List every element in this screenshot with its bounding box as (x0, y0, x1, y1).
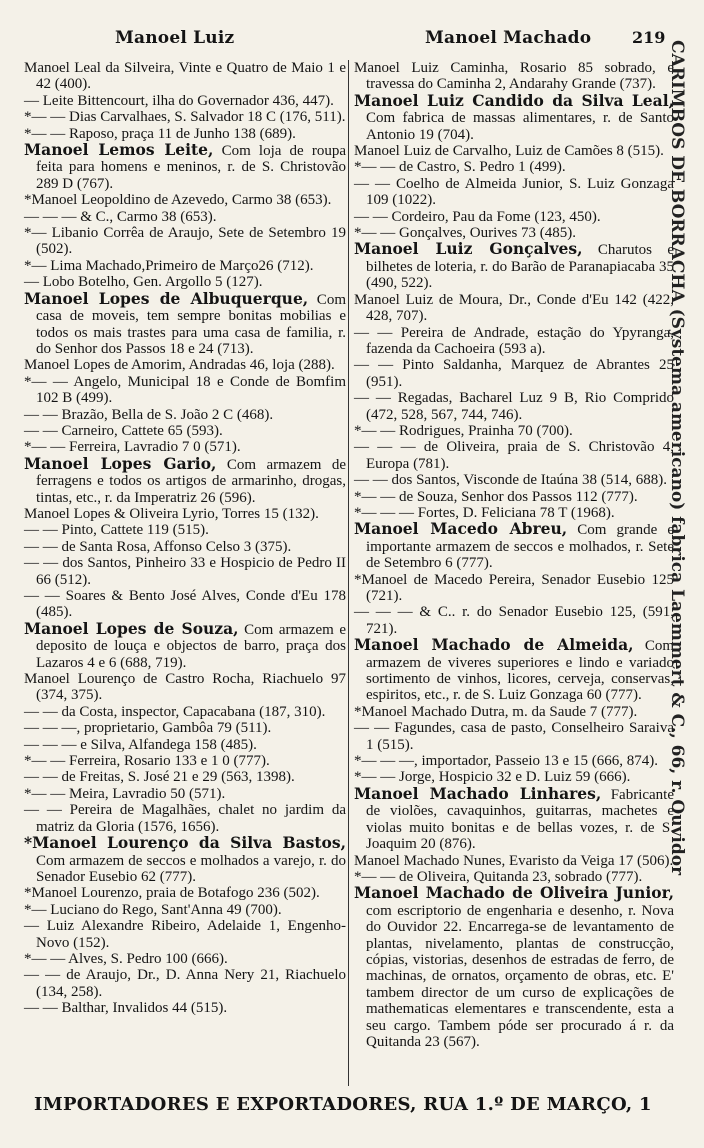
entry-text: — — dos Santos, Pinheiro 33 e Hospicio de Pedro II 66 (512). (24, 555, 346, 588)
directory-entry (354, 885, 674, 1050)
entry-text: *— — de Oliveira, Quitanda 23, sobrado (777). (354, 868, 643, 885)
directory-entry (24, 522, 346, 538)
entry-text: — — —, proprietario, Gambôa 79 (511). (24, 720, 272, 737)
entry-text: Manoel Lourenço de Castro Rocha, Riachuelo 97 (374, 375). (24, 671, 346, 704)
entry-text: — — Cordeiro, Pau da Fome (123, 450). (354, 208, 601, 225)
entry-text: Manoel Lopes & Oliveira Lyrio, Torres 15 (132). (24, 505, 319, 522)
entry-text: — — Fagundes, casa de pasto, Conselheiro Saraiva 1 (515). (354, 720, 674, 753)
entry-text: *— — Angelo, Municipal 18 e Conde de Bomfim 102 B (499). (24, 373, 346, 407)
entry-text: *— — Rodrigues, Prainha 70 (700). (354, 422, 573, 439)
directory-entry (24, 192, 346, 208)
entry-text: — — de Araujo, Dr., D. Anna Nery 21, Riachuelo (134, 258). (24, 967, 346, 1000)
header-right-name: Manoel Machado (425, 28, 592, 48)
entry-text: — — — e Silva, Alfandega 158 (485). (24, 736, 257, 753)
entry-text: — — — & C., Carmo 38 (653). (24, 208, 217, 225)
entry-text: *— — —, importador, Passeio 13 e 15 (666, 874). (354, 753, 658, 770)
directory-entry (354, 637, 674, 704)
right-column (354, 60, 674, 1050)
directory-entry (354, 521, 674, 571)
entry-text: Manoel Luiz Caminha, Rosario 85 sobrado, e travessa do Caminha 2, Andarahy Grande (737). (354, 60, 674, 93)
directory-entry (354, 489, 674, 505)
entry-heading: Manoel Machado de Oliveira Junior, (354, 883, 674, 903)
entry-text: Manoel Lopes de Amorim, Andradas 46, loja (288). (24, 357, 335, 374)
entry-heading: Manoel Lopes de Albuquerque, (24, 288, 309, 308)
directory-entry (24, 142, 346, 192)
entry-text: Com loja de roupa feita para homens e meninos, r. de S. Christovão 289 D (767). (36, 143, 346, 192)
entry-text: Com fabrica de massas alimentares, r. de Santo Antonio 19 (704). (366, 110, 674, 143)
entry-text: — — Regadas, Bacharel Luz 9 B, Rio Comprido (472, 528, 567, 744, 746). (354, 390, 674, 423)
directory-entry (24, 93, 346, 109)
entry-text: *Manoel Leopoldino de Azevedo, Carmo 38 (653). (24, 192, 332, 209)
entry-text: — — Pinto Saldanha, Marquez de Abrantes 25 (951). (354, 357, 674, 390)
entry-text: *— — Meira, Lavradio 50 (571). (24, 785, 226, 802)
entry-text: — — dos Santos, Visconde de Itaúna 38 (514, 688). (354, 472, 667, 489)
left-column (24, 60, 346, 1017)
entry-text: *— — Gonçalves, Ourives 73 (485). (354, 225, 577, 242)
directory-entry (354, 159, 674, 175)
directory-entry (354, 241, 674, 291)
directory-entry (24, 109, 346, 125)
directory-entry (24, 225, 346, 258)
directory-entry (24, 539, 346, 555)
entry-text: com escriptorio de engenharia e desenho, r. Nova do Ouvidor 22. Encarrega-se de levantamento de plantas, nivelamento, plantas de construcção, cópias, vistorias, desenhos de estradas de ferro, de machinas, de ornatos, orçamento de obras, etc. E' tambem director de um curso de explicações de mathematicas elementares e transcendente, esta a seu cargo. Tambem póde ser procurado á r. da Quitanda 23 (567). (366, 902, 674, 1050)
directory-entry (24, 407, 346, 423)
header-left-name: Manoel Luiz (115, 28, 235, 48)
column-divider (348, 60, 349, 1086)
entry-heading: Manoel Machado de Almeida, (354, 635, 634, 655)
directory-entry (24, 357, 346, 373)
side-advertisement-text: CARIMBOS DE BORRACHA (Systema americano) fabrica Laemmert & C., 66, r. Ouvidor (667, 40, 687, 876)
directory-entry (24, 918, 346, 951)
entry-text: Manoel Leal da Silveira, Vinte e Quatro de Maio 1 e 42 (400). (24, 60, 346, 93)
directory-entry (24, 588, 346, 621)
directory-entry (354, 783, 674, 853)
entry-heading: Manoel Lopes Gario, (24, 453, 217, 473)
directory-entry (24, 555, 346, 588)
entry-text: — — Pereira de Magalhães, chalet no jardim da matriz da Gloria (1576, 1656). (24, 802, 346, 835)
entry-text: Manoel Luiz de Moura, Dr., Conde d'Eu 142 (422, 428, 707). (354, 291, 674, 325)
directory-entry (354, 357, 674, 390)
entry-text: — — Coelho de Almeida Junior, S. Luiz Gonzaga 109 (1022). (354, 175, 674, 209)
directory-entry (24, 288, 346, 358)
entry-text: — — Balthar, Invalidos 44 (515). (24, 1000, 228, 1017)
directory-entry (24, 1000, 346, 1016)
entry-text: *— — de Castro, S. Pedro 1 (499). (354, 159, 566, 176)
entry-text: Com armazem de viveres superiores e lindo e variado sortimento de vinhos, licores, cerveja, conservas, espiritos, etc., r. de S. Luiz Gonzaga 60 (777). (366, 638, 674, 704)
entry-text: — — Pinto, Cattete 119 (515). (24, 522, 209, 539)
entry-heading: Manoel Luiz Candido da Silva Leal, (354, 90, 674, 110)
entry-heading: Manoel Luiz Gonçalves, (354, 239, 583, 259)
directory-entry (24, 786, 346, 802)
directory-entry (24, 737, 346, 753)
directory-entry (24, 209, 346, 225)
entry-text: *Manoel Machado Dutra, m. da Saude 7 (777). (354, 703, 638, 720)
entry-text: *Manoel de Macedo Pereira, Senador Eusebio 125 (721). (354, 571, 674, 604)
directory-entry (24, 951, 346, 967)
directory-entry (24, 453, 346, 506)
directory-entry (24, 835, 346, 885)
directory-entry (354, 753, 674, 769)
side-advertisement (667, 40, 702, 1090)
directory-entry (24, 704, 346, 720)
directory-entry (354, 292, 674, 325)
directory-entry (24, 258, 346, 274)
directory-entry (354, 704, 674, 720)
page-number: 219 (632, 28, 666, 47)
entry-text: — — de Freitas, S. José 21 e 29 (563, 1398). (24, 769, 295, 786)
entry-text: — Luiz Alexandre Ribeiro, Adelaide 1, Engenho-Novo (152). (24, 918, 346, 951)
directory-entry (24, 902, 346, 918)
entry-text: Com armazem de ferragens e todos os artigos de armarinho, drogas, tintas, etc., r. da Imperatriz 26 (596). (36, 456, 346, 506)
entry-text: *— — Ferreira, Rosario 133 e 1 0 (777). (24, 753, 270, 770)
entry-text: — Lobo Botelho, Gen. Argollo 5 (127). (24, 274, 263, 291)
entry-text: Fabricante de violões, cavaquinhos, guitarras, machetes e violas muito bonitas e de bellas vozes, r. de S. Joaquim 20 (876). (366, 786, 674, 853)
entry-text: — — Carneiro, Cattete 65 (593). (24, 422, 223, 439)
entry-heading: *Manoel Lourenço da Silva Bastos, (24, 833, 346, 853)
entry-text: *— — de Souza, Senhor dos Passos 112 (777). (354, 488, 638, 505)
directory-entry (24, 753, 346, 769)
entry-text: *— Lima Machado,Primeiro de Março26 (712). (24, 257, 314, 274)
directory-entry (24, 423, 346, 439)
directory-entry (24, 671, 346, 704)
directory-entry (24, 506, 346, 522)
entry-text: *— Libanio Corrêa de Araujo, Sete de Setembro 19 (502). (24, 225, 346, 258)
directory-entry (24, 618, 347, 671)
entry-text: Com casa de moveis, tem sempre bonitas mobilias e todos os mais trastes para uma casa de familia, r. do Senhor dos Passos 18 e 24 (713). (36, 291, 346, 357)
directory-entry (24, 885, 346, 901)
directory-entry (354, 209, 674, 225)
entry-text: — — Soares & Bento José Alves, Conde d'Eu 178 (485). (24, 588, 346, 621)
entry-heading: Manoel Lopes de Souza, (24, 618, 239, 638)
directory-entry (354, 604, 674, 637)
directory-entry (354, 423, 674, 439)
entry-text: *— — Alves, S. Pedro 100 (666). (24, 950, 228, 967)
entry-text: *Manoel Lourenzo, praia de Botafogo 236 (502). (24, 885, 320, 902)
directory-entry (24, 374, 346, 407)
directory-entry (354, 720, 674, 753)
footer-advertisement: IMPORTADORES E EXPORTADORES, RUA 1.º DE MARÇO, 1 (34, 1094, 652, 1115)
directory-entry (24, 720, 346, 736)
entry-text: — — — de Oliveira, praia de S. Christovão 4, Europa (781). (354, 439, 674, 472)
directory-entry (354, 472, 674, 488)
directory-entry (354, 325, 674, 358)
entry-text: Com armazem de seccos e molhados a varejo, r. do Senador Eusebio 62 (777). (36, 852, 346, 885)
entry-text: Manoel Luiz de Carvalho, Luiz de Camões 8 (515). (354, 143, 664, 160)
directory-entry (354, 572, 674, 605)
directory-entry (354, 60, 674, 93)
entry-text: — — — & C.. r. do Senador Eusebio 125, (591, 721). (354, 604, 674, 637)
entry-text: Charutos e bilhetes de loteria, r. do Barão de Paranapiacaba 35 (490, 522). (366, 242, 674, 292)
directory-entry (24, 802, 346, 835)
entry-text: *— — Raposo, praça 11 de Junho 138 (689). (24, 125, 296, 142)
directory-entry (24, 60, 346, 93)
entry-text: — — da Costa, inspector, Capacabana (187, 310). (24, 703, 326, 720)
entry-text: Manoel Machado Nunes, Evaristo da Veiga 17 (506). (354, 852, 674, 869)
entry-text: *— — Dias Carvalhaes, S. Salvador 18 C (176, 511). (24, 109, 346, 126)
directory-entry (24, 967, 346, 1000)
entry-text: *— — — Fortes, D. Feliciana 78 T (1968). (354, 504, 615, 521)
entry-text: *— Luciano do Rego, Sant'Anna 49 (700). (24, 901, 282, 918)
entry-text: *— — Jorge, Hospicio 32 e D. Luiz 59 (666). (354, 769, 631, 786)
page-header (0, 28, 704, 52)
entry-text: Com grande e importante armazem de seccos e molhados, r. Sete de Setembro 6 (777). (366, 522, 675, 572)
directory-entry (24, 769, 346, 785)
directory-entry (354, 90, 674, 143)
directory-entry (354, 439, 674, 472)
directory-entry (354, 390, 674, 423)
entry-heading: Manoel Machado Linhares, (354, 783, 602, 803)
entry-text: Com armazem e deposito de louça e objectos de barro, praça dos Lazaros 4 e 6 (688, 719). (36, 621, 347, 671)
entry-text: — — Pereira de Andrade, estação do Ypyranga, fazenda da Cachoeira (593 a). (354, 324, 674, 357)
directory-entry (354, 143, 674, 159)
directory-entry (354, 853, 674, 869)
entry-heading: Manoel Lemos Leite, (24, 140, 214, 160)
entry-text: — — de Santa Rosa, Affonso Celso 3 (375). (24, 538, 292, 555)
entry-text: — Leite Bittencourt, ilha do Governador 436, 447). (24, 92, 334, 109)
directory-entry (354, 176, 674, 209)
entry-heading: Manoel Macedo Abreu, (354, 519, 568, 539)
entry-text: — — Brazão, Bella de S. João 2 C (468). (24, 406, 274, 423)
entry-text: *— — Ferreira, Lavradio 7 0 (571). (24, 439, 241, 456)
